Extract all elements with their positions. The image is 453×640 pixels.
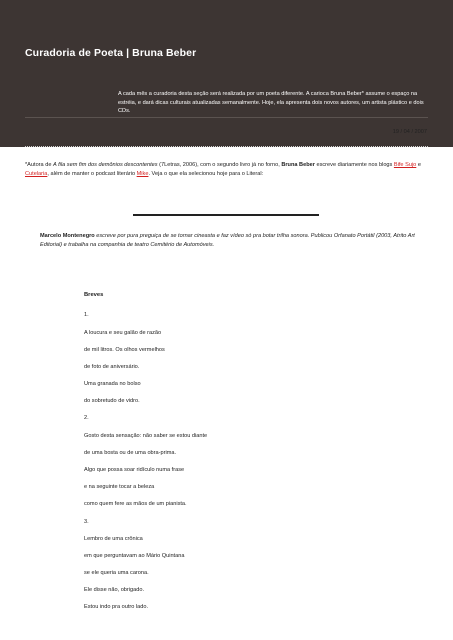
poem-line: se ele queria uma carona. xyxy=(84,570,149,576)
blog-link-cutelaria[interactable]: Cutelaria xyxy=(25,170,48,177)
author-note-text: (7Letras, 2006), com o segundo livro já no forno, xyxy=(157,162,282,168)
author-note-text: . Veja o que ela selecionou hoje para o Literal: xyxy=(148,170,264,177)
poet-bio-text: escreve por pura preguiça de se tornar cineasta e faz vídeo só pra botar trilha sonora. Publicou Orfanato Portátil (2003, Atrito Art Editorial) e trabalha na companhia de teatro Cemitério de Automóveis. xyxy=(40,233,415,248)
book-title: A fila sem fim dos demônios descontentes xyxy=(53,162,158,168)
header-divider xyxy=(25,117,428,118)
poet-name: Marcelo Montenegro xyxy=(40,233,95,239)
poem-line: de mil litros. Os olhos vermelhos xyxy=(84,347,165,353)
section-divider xyxy=(25,146,428,147)
blog-link-bife-sujo[interactable]: Bife Sujo xyxy=(393,162,417,168)
poem-line: 2. xyxy=(84,415,89,421)
page-title: Curadoria de Poeta | Bruna Beber xyxy=(25,47,197,59)
poem-line: Uma granada no bolso xyxy=(84,381,141,387)
poem-line: em que perguntavam ao Mário Quintana xyxy=(84,553,185,559)
content-divider xyxy=(133,214,319,216)
poem-line: Ele disse não, obrigado. xyxy=(84,587,145,593)
poem-line: Algo que possa soar ridículo numa frase xyxy=(84,467,185,473)
poem-line: do sobretudo de vidro. xyxy=(84,398,140,404)
author-note-text: e xyxy=(416,162,421,168)
poet-bio xyxy=(40,232,425,250)
author-note xyxy=(25,161,430,179)
poem-line: Lembro de uma crônica xyxy=(84,536,143,542)
author-note-text: *Autora de xyxy=(25,162,53,168)
page-header xyxy=(0,0,453,147)
poem-line: 3. xyxy=(84,519,89,525)
author-name: Bruna Beber xyxy=(281,162,315,168)
poem-line: como quem fere as mãos de um pianista. xyxy=(84,501,187,507)
poem-line: Gosto desta sensação: não saber se estou diante xyxy=(84,433,208,439)
poem-line: 1. xyxy=(84,312,89,318)
podcast-link-mike[interactable]: Mike xyxy=(136,170,149,177)
intro-text: A cada mês a curadoria desta seção será realizada por um poeta diferente. A carioca Bruna Beber* assume o espaço na estréia, e dará dicas culturais atualizadas semanalmente. Hoje, ela apresenta dois novos autores, um artista plástico e dois CDs. xyxy=(118,91,424,115)
author-note-text: escreve diariamente nos blogs xyxy=(314,162,394,168)
poem-title: Breves xyxy=(84,292,104,298)
poem-line: A loucura e seu galão de razão xyxy=(84,330,162,336)
poem-line: e na seguinte tocar a beleza xyxy=(84,484,155,490)
author-note-text: , além de manter o podcast literário xyxy=(47,170,137,177)
poem-line: de foto de aniversário. xyxy=(84,364,140,370)
publication-date: 19 / 04 / 2007 xyxy=(392,129,427,135)
poem-line: Estou indo pra outro lado. xyxy=(84,604,149,610)
poem-line: de uma bosta ou de uma obra-prima. xyxy=(84,450,177,456)
